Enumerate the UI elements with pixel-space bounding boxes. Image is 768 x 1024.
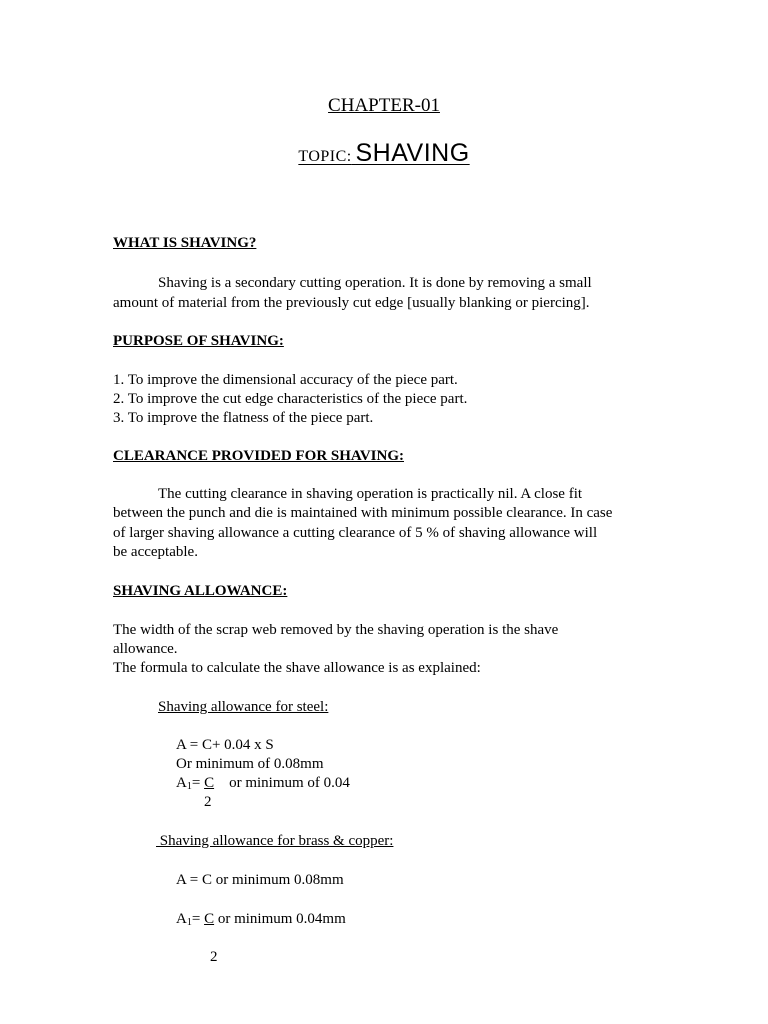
- paragraph-line: between the punch and die is maintained with minimum possible clearance. In case: [113, 505, 613, 521]
- topic-label: TOPIC:: [298, 148, 352, 165]
- formula-denominator: 2: [204, 794, 212, 810]
- topic-heading: [0, 139, 768, 167]
- steel-allowance-label: Shaving allowance for steel:: [158, 699, 329, 715]
- formula-line: A = C+ 0.04 x S: [176, 737, 274, 753]
- list-item: 3. To improve the flatness of the piece part.: [113, 410, 374, 426]
- paragraph-line: amount of material from the previously cut edge [usually blanking or piercing].: [113, 295, 590, 311]
- paragraph-line: be acceptable.: [113, 544, 198, 560]
- paragraph-line: The cutting clearance in shaving operation is practically nil. A close fit: [158, 486, 583, 502]
- page-number: 2: [210, 949, 218, 965]
- section-heading-what: WHAT IS SHAVING?: [113, 235, 257, 251]
- chapter-title: CHAPTER-01: [328, 95, 440, 116]
- list-item: 2. To improve the cut edge characteristics of the piece part.: [113, 391, 468, 407]
- section-heading-purpose: PURPOSE OF SHAVING:: [113, 333, 284, 349]
- paragraph-line: allowance.: [113, 641, 178, 657]
- paragraph-line: of larger shaving allowance a cutting clearance of 5 % of shaving allowance will: [113, 525, 598, 541]
- formula-line: Or minimum of 0.08mm: [176, 756, 324, 772]
- brass-allowance-label: Shaving allowance for brass & copper:: [156, 833, 394, 849]
- paragraph-line: Shaving is a secondary cutting operation. It is done by removing a small: [158, 275, 592, 291]
- paragraph-line: The formula to calculate the shave allowance is as explained:: [113, 660, 481, 676]
- section-heading-allowance: SHAVING ALLOWANCE:: [113, 583, 288, 599]
- section-heading-clearance: CLEARANCE PROVIDED FOR SHAVING:: [113, 448, 404, 464]
- formula-a1-steel: $A_1= C$ or minimum of 0.04: [176, 775, 350, 792]
- list-item: 1. To improve the dimensional accuracy of the piece part.: [113, 372, 458, 388]
- paragraph-line: The width of the scrap web removed by the shaving operation is the shave: [113, 622, 559, 638]
- topic-title: SHAVING: [355, 139, 470, 167]
- formula-line: A = C or minimum 0.08mm: [176, 872, 344, 888]
- formula-a1-brass: $A_1= C$ or minimum 0.04mm: [176, 911, 346, 928]
